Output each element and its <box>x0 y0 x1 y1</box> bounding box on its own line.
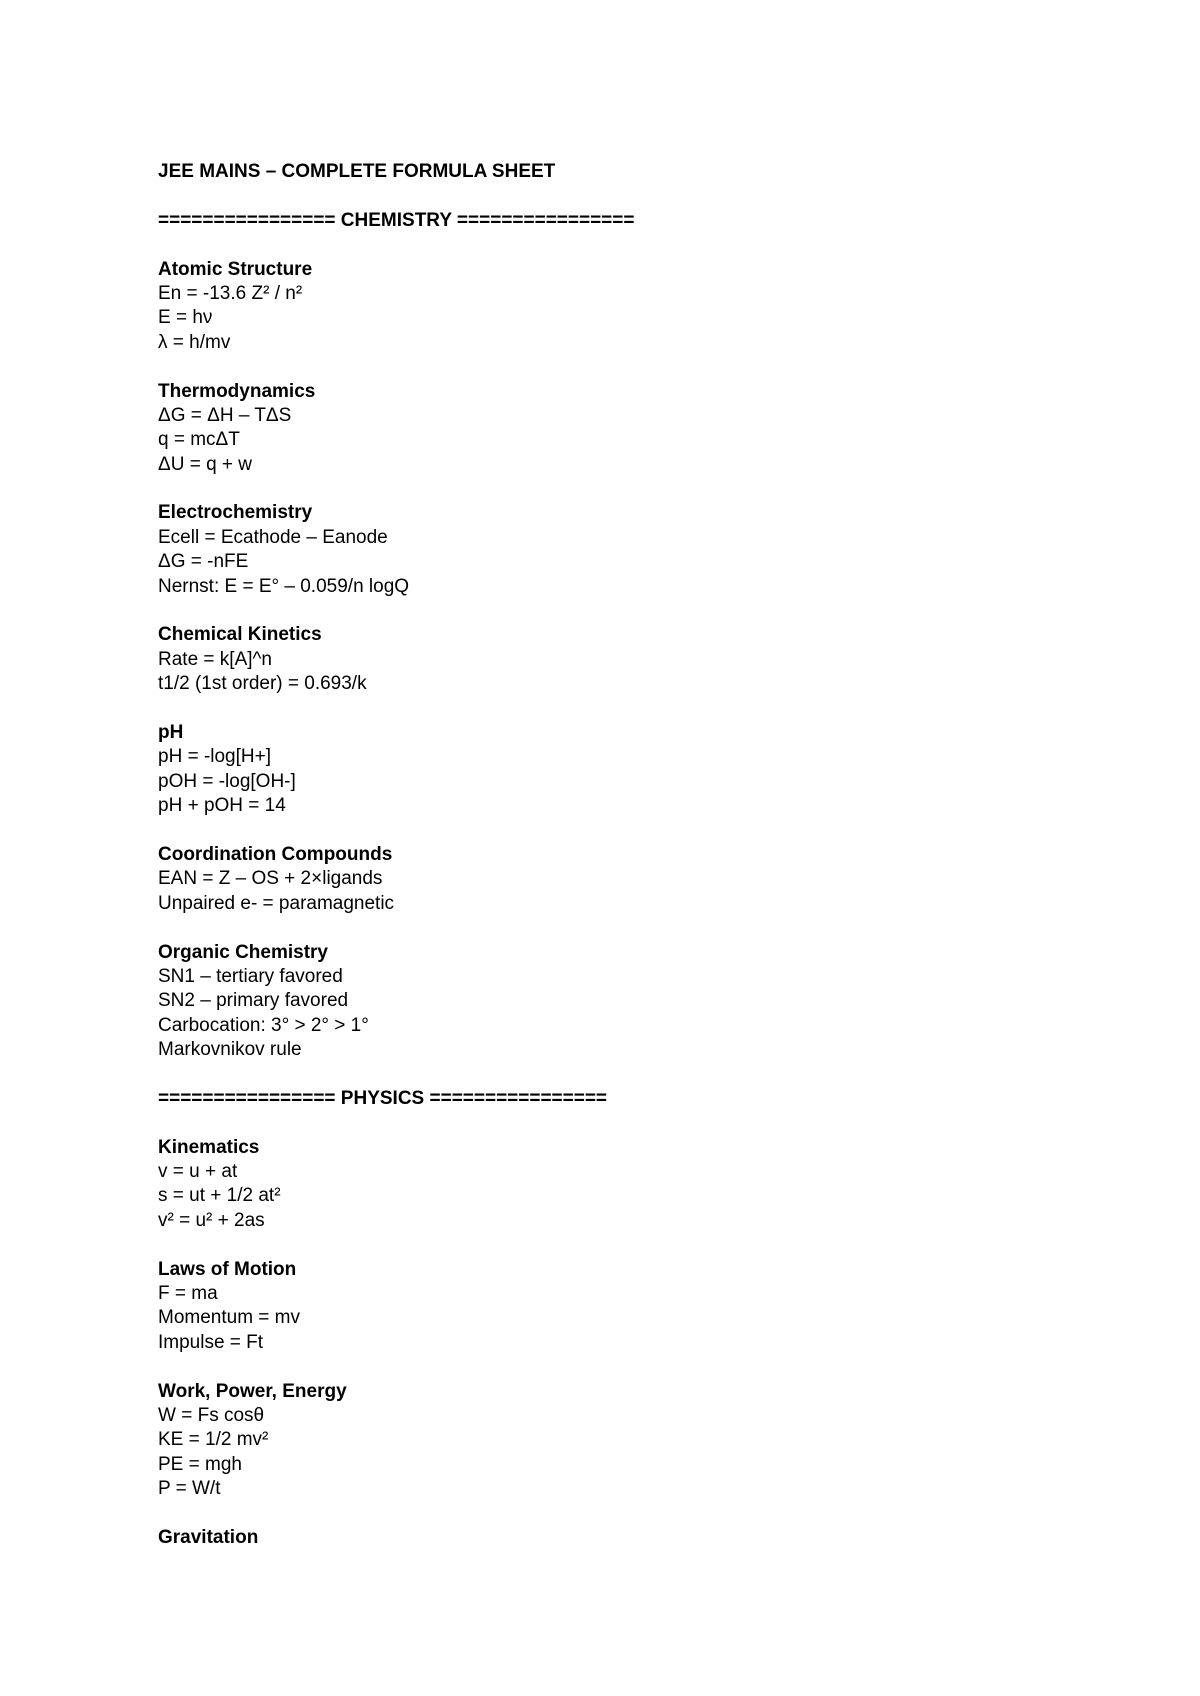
section-banner-chemistry: ================ CHEMISTRY ================ <box>158 209 635 231</box>
topic-heading-work-power-energy: Work, Power, Energy <box>158 1380 347 1402</box>
formula-line: Markovnikov rule <box>158 1039 302 1061</box>
formula-line: pH + pOH = 14 <box>158 795 286 817</box>
formula-line: En = -13.6 Z² / n² <box>158 282 303 304</box>
document-title: JEE MAINS – COMPLETE FORMULA SHEET <box>158 161 556 182</box>
formula-line: EAN = Z – OS + 2×ligands <box>158 868 383 890</box>
formula-line: SN1 – tertiary favored <box>158 965 343 987</box>
spacer <box>158 1233 1138 1257</box>
spacer <box>158 1062 1138 1086</box>
spacer <box>158 1501 1138 1525</box>
topic-heading-atomic-structure: Atomic Structure <box>158 258 313 280</box>
formula-line: W = Fs cosθ <box>158 1404 265 1426</box>
topic-heading-gravitation: Gravitation <box>158 1526 259 1548</box>
formula-line: ΔU = q + w <box>158 453 253 475</box>
topic-heading-chemical-kinetics: Chemical Kinetics <box>158 624 322 646</box>
formula-line: v² = u² + 2as <box>158 1209 265 1231</box>
topic-heading-laws-of-motion: Laws of Motion <box>158 1258 297 1280</box>
formula-line: t1/2 (1st order) = 0.693/k <box>158 673 367 695</box>
formula-line: Momentum = mv <box>158 1307 301 1329</box>
formula-line: Ecell = Ecathode – Eanode <box>158 526 388 548</box>
topic-heading-organic-chemistry: Organic Chemistry <box>158 941 328 963</box>
formula-line: P = W/t <box>158 1478 221 1500</box>
formula-line: Impulse = Ft <box>158 1331 264 1353</box>
topic-heading-electrochemistry: Electrochemistry <box>158 502 313 524</box>
formula-line: Unpaired e- = paramagnetic <box>158 892 395 914</box>
formula-line: KE = 1/2 mv² <box>158 1429 269 1451</box>
formula-line: s = ut + 1/2 at² <box>158 1185 281 1207</box>
formula-line: SN2 – primary favored <box>158 990 349 1012</box>
topic-heading-kinematics: Kinematics <box>158 1136 260 1158</box>
formula-line: F = ma <box>158 1282 218 1304</box>
formula-line: Rate = k[A]^n <box>158 648 272 670</box>
formula-line: PE = mgh <box>158 1453 242 1475</box>
formula-line: q = mcΔT <box>158 429 240 451</box>
spacer <box>158 355 1138 379</box>
formula-line: ΔG = ΔH – TΔS <box>158 404 292 426</box>
formula-line: pH = -log[H+] <box>158 746 271 768</box>
spacer <box>158 916 1138 940</box>
formula-line: v = u + at <box>158 1161 238 1183</box>
formula-line: E = hν <box>158 307 213 329</box>
formula-sheet-page <box>158 160 1138 1550</box>
formula-line: Carbocation: 3° > 2° > 1° <box>158 1014 369 1036</box>
spacer <box>158 819 1138 843</box>
spacer <box>158 1111 1138 1135</box>
spacer <box>158 599 1138 623</box>
formula-line: ΔG = -nFE <box>158 551 249 573</box>
spacer <box>158 477 1138 501</box>
spacer <box>158 697 1138 721</box>
formula-line: pOH = -log[OH-] <box>158 770 296 792</box>
spacer <box>158 184 1138 208</box>
section-banner-physics: ================ PHYSICS ================ <box>158 1087 608 1109</box>
formula-line: Nernst: E = E° – 0.059/n logQ <box>158 575 410 597</box>
topic-heading-coordination-compounds: Coordination Compounds <box>158 843 393 865</box>
spacer <box>158 1355 1138 1379</box>
spacer <box>158 233 1138 257</box>
formula-line: λ = h/mv <box>158 331 231 353</box>
topic-heading-ph: pH <box>158 721 184 743</box>
topic-heading-thermodynamics: Thermodynamics <box>158 380 316 402</box>
